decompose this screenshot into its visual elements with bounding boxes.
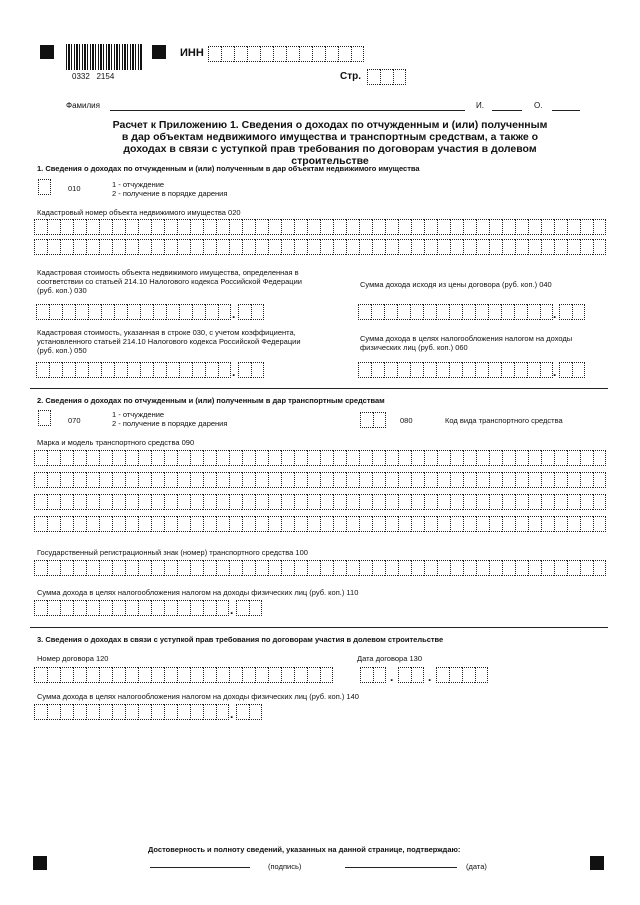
section2-heading: 2. Сведения о доходах по отчужденным и (или) полученным в дар транспортным средствам <box>37 396 385 405</box>
registration-marker <box>40 45 54 59</box>
page-field[interactable] <box>367 69 406 85</box>
initial-i-label: И. <box>476 101 484 110</box>
coef-value-label-2: установленного статьей 214.10 Налогового кодекса Российской Федерации <box>37 337 301 346</box>
field-020-row1[interactable] <box>34 219 606 235</box>
decimal-dot: . <box>232 365 236 379</box>
field-070[interactable] <box>38 410 51 426</box>
registration-marker <box>152 45 166 59</box>
field-090-row3[interactable] <box>34 494 606 510</box>
surname-line[interactable] <box>110 110 465 111</box>
contract-number-label: Номер договора 120 <box>37 654 109 663</box>
decimal-dot: . <box>230 707 234 721</box>
field-060-rubles[interactable] <box>358 362 553 378</box>
field-090-row4[interactable] <box>34 516 606 532</box>
cadastral-value-label-3: (руб. коп.) 030 <box>37 286 87 295</box>
registration-marker <box>33 856 47 870</box>
field-040-rubles[interactable] <box>358 304 553 320</box>
field-040-kopecks[interactable] <box>559 304 585 320</box>
field-140-rubles[interactable] <box>34 704 229 720</box>
option-alienation: 1 - отчуждение <box>112 180 165 189</box>
date-label: (дата) <box>466 862 487 871</box>
vehicle-type-label: Код вида транспортного средства <box>445 416 563 425</box>
registration-marker <box>590 856 604 870</box>
field-130-year[interactable] <box>436 667 488 683</box>
field-130-day[interactable] <box>360 667 386 683</box>
field-080[interactable] <box>360 412 386 428</box>
field-120[interactable] <box>34 667 333 683</box>
field-030-kopecks[interactable] <box>238 304 264 320</box>
option-alienation: 1 - отчуждение <box>112 410 165 419</box>
surname-label: Фамилия <box>66 101 100 110</box>
confirm-text: Достоверность и полноту сведений, указанных на данной странице, подтверждаю: <box>148 845 461 854</box>
field-140-kopecks[interactable] <box>236 704 262 720</box>
field-030-rubles[interactable] <box>36 304 231 320</box>
page-label: Стр. <box>340 71 362 82</box>
page-title: Расчет к Приложению 1. Сведения о доходах по отчужденным и (или) полученным в дар объектам недвижимого имущества и транспортным средствам, а также о доходах в связи с уступкой прав требования по договорам участия в долевом строительстве <box>112 119 548 167</box>
cadastral-number-label: Кадастровый номер объекта недвижимого имущества 020 <box>37 208 241 217</box>
code-080: 080 <box>400 416 413 425</box>
barcode-number: 0332 2154 <box>72 72 115 81</box>
decimal-dot: . <box>232 307 236 321</box>
taxable-income-140-label: Сумма дохода в целях налогообложения налогом на доходы физических лиц (руб. коп.) 140 <box>37 692 359 701</box>
cadastral-value-label-1: Кадастровая стоимость объекта недвижимого имущества, определенная в <box>37 268 299 277</box>
code-070: 070 <box>68 416 81 425</box>
decimal-dot: . <box>553 365 557 379</box>
field-110-rubles[interactable] <box>34 600 229 616</box>
taxable-income-label-1: Сумма дохода в целях налогообложения налогом на доходы <box>360 334 573 343</box>
taxable-income-label-2: физических лиц (руб. коп.) 060 <box>360 343 468 352</box>
barcode <box>66 44 142 70</box>
field-090-row2[interactable] <box>34 472 606 488</box>
field-110-kopecks[interactable] <box>236 600 262 616</box>
field-130-month[interactable] <box>398 667 424 683</box>
decimal-dot: . <box>553 307 557 321</box>
field-060-kopecks[interactable] <box>559 362 585 378</box>
section-divider <box>30 388 608 389</box>
field-090-row1[interactable] <box>34 450 606 466</box>
coef-value-label-1: Кадастровая стоимость, указанная в строке 030, с учетом коэффициента, <box>37 328 296 337</box>
initial-i-line[interactable] <box>492 110 522 111</box>
decimal-dot: . <box>230 603 234 617</box>
signature-label: (подпись) <box>268 862 302 871</box>
inn-field[interactable] <box>208 46 364 62</box>
signature-line[interactable] <box>150 867 250 868</box>
contract-date-label: Дата договора 130 <box>357 654 422 663</box>
initial-o-line[interactable] <box>552 110 580 111</box>
date-separator: . <box>390 670 394 684</box>
date-separator: . <box>428 670 432 684</box>
coef-value-label-3: (руб. коп.) 050 <box>37 346 87 355</box>
reg-sign-label: Государственный регистрационный знак (номер) транспортного средства 100 <box>37 548 308 557</box>
taxable-income-110-label: Сумма дохода в целях налогообложения налогом на доходы физических лиц (руб. коп.) 110 <box>37 588 359 597</box>
field-010[interactable] <box>38 179 51 195</box>
field-100[interactable] <box>34 560 606 576</box>
cadastral-value-label-2: соответствии со статьей 214.10 Налогового кодекса Российской Федерации <box>37 277 302 286</box>
brand-model-label: Марка и модель транспортного средства 090 <box>37 438 195 447</box>
inn-label: ИНН <box>180 47 204 59</box>
option-gift: 2 - получение в порядке дарения <box>112 189 228 198</box>
date-line[interactable] <box>345 867 457 868</box>
section-divider <box>30 627 608 628</box>
initial-o-label: О. <box>534 101 543 110</box>
field-020-row2[interactable] <box>34 239 606 255</box>
section1-heading: 1. Сведения о доходах по отчужденным и (или) полученным в дар объектам недвижимого имущества <box>37 164 420 173</box>
code-010: 010 <box>68 184 81 193</box>
option-gift: 2 - получение в порядке дарения <box>112 419 228 428</box>
field-050-kopecks[interactable] <box>238 362 264 378</box>
field-050-rubles[interactable] <box>36 362 231 378</box>
contract-income-label: Сумма дохода исходя из цены договора (руб. коп.) 040 <box>360 280 552 289</box>
section3-heading: 3. Сведения о доходах в связи с уступкой прав требования по договорам участия в долевом строительстве <box>37 635 444 644</box>
